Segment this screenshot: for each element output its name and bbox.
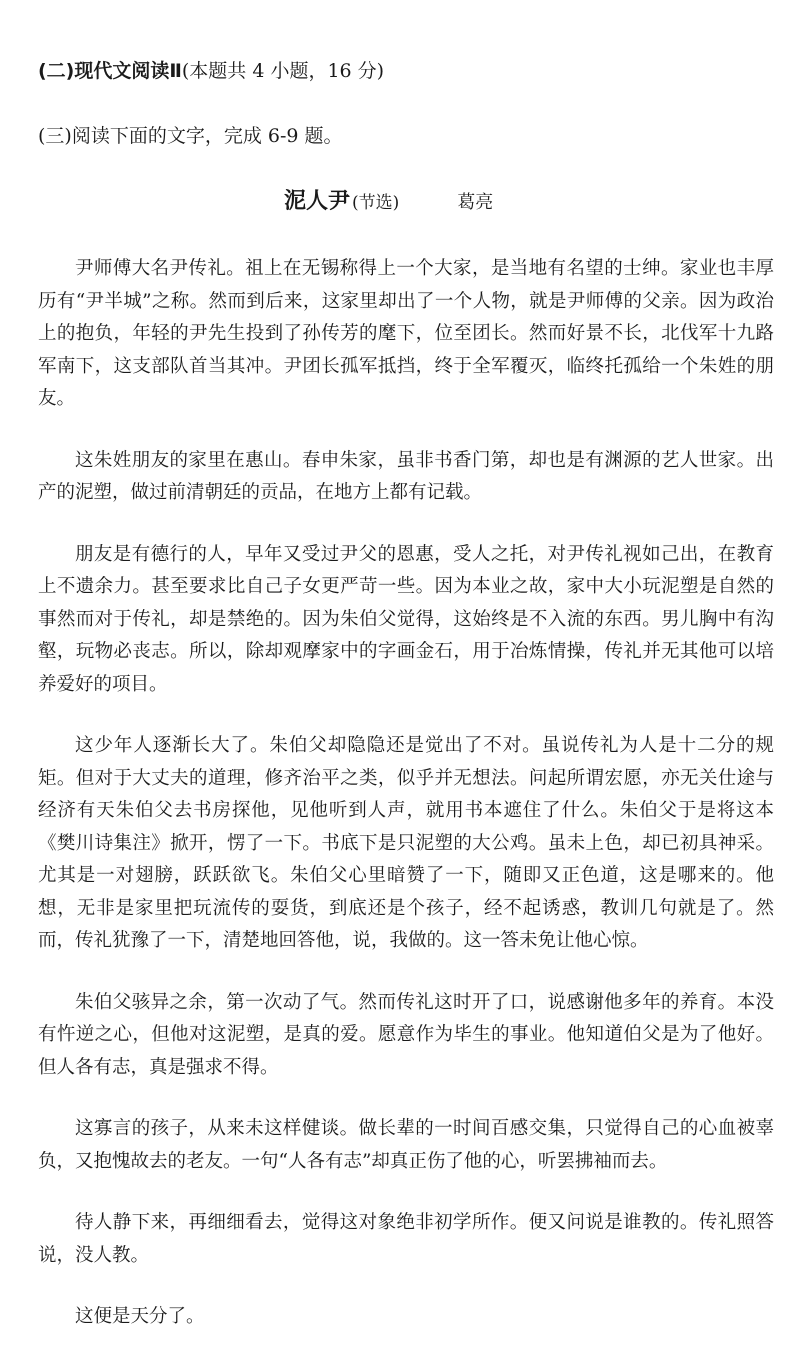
paragraph-6: 这寡言的孩子，从来未这样健谈。做长辈的一时间百感交集，只觉得自己的心血被辜负，又抱愧故去的老友。一句“人各有志”却真正伤了他的心，听罢拂袖而去。 (38, 1118, 774, 1172)
paragraph-7: 待人静下来，再细细看去，觉得这对象绝非初学所作。便又问说是谁教的。传礼照答说，没人教。 (38, 1212, 774, 1266)
paragraph-1: 尹师傅大名尹传礼。祖上在无锡称得上一个大家，是当地有名望的士绅。家业也丰厚历有“尹半城”之称。然而到后来，这家里却出了一个人物，就是尹师傅的父亲。因为政治上的抱负，年轻的尹先生投到了孙传芳的麾下，位至团长。然而好景不长，北伐军十九路军南下，这支部队首当其冲。尹团长孤军抵挡，终于全军覆灭，临终托孤给一个朱姓的朋友。 (38, 258, 774, 409)
article-title-note: (节选) (352, 193, 400, 213)
section-header (38, 58, 384, 84)
paragraph-8: 这便是天分了。 (75, 1306, 205, 1327)
section-header-label: (二)现代文阅读Ⅱ (38, 60, 182, 82)
article-title: 泥人尹 (284, 189, 351, 214)
paragraph-5: 朱伯父骇异之余，第一次动了气。然而传礼这时开了口，说感谢他多年的养育。本没有忤逆之心，但他对这泥塑，是真的爱。愿意作为毕生的事业。他知道伯父是为了他好。但人各有志，真是强求不得。 (38, 991, 774, 1078)
article-author: 葛亮 (457, 192, 494, 213)
article-body (38, 253, 774, 1363)
paragraph-2: 这朱姓朋友的家里在惠山。春申朱家，虽非书香门第，却也是有渊源的艺人世家。出产的泥塑，做过前清朝廷的贡品，在地方上都有记载。 (38, 449, 774, 503)
section-header-points: (本题共 4 小题，16 分) (181, 60, 385, 82)
reading-instruction: (三)阅读下面的文字，完成 6-9 题。 (38, 125, 343, 147)
paragraph-4: 这少年人逐渐长大了。朱伯父却隐隐还是觉出了不对。虽说传礼为人是十二分的规矩。但对于大丈夫的道理，修齐治平之类，似乎并无想法。问起所谓宏愿，亦无关仕途与经济有天朱伯父去书房探他，见他听到人声，就用书本遮住了什么。朱伯父于是将这本《樊川诗集注》掀开，愣了一下。书底下是只泥塑的大公鸡。虽未上色，却已初具神采。尤其是一对翅膀，跃跃欲飞。朱伯父心里暗赞了一下，随即又正色道，这是哪来的。他想，无非是家里把玩流传的耍货，到底还是个孩子，经不起诱惑，教训几句就是了。然而，传礼犹豫了一下，清楚地回答他，说，我做的。这一答未免让他心惊。 (38, 735, 774, 951)
article-title-line (284, 188, 493, 217)
paragraph-3: 朋友是有德行的人，早年又受过尹父的恩惠，受人之托，对尹传礼视如己出，在教育上不遗余力。甚至要求比自己子女更严苛一些。因为本业之故，家中大小玩泥塑是自然的事然而对于传礼，却是禁绝的。因为朱伯父觉得，这始终是不入流的东西。男儿胸中有沟壑，玩物必丧志。所以，除却观摩家中的字画金石，用于冶炼情操，传礼并无其他可以培养爱好的项目。 (38, 543, 774, 695)
